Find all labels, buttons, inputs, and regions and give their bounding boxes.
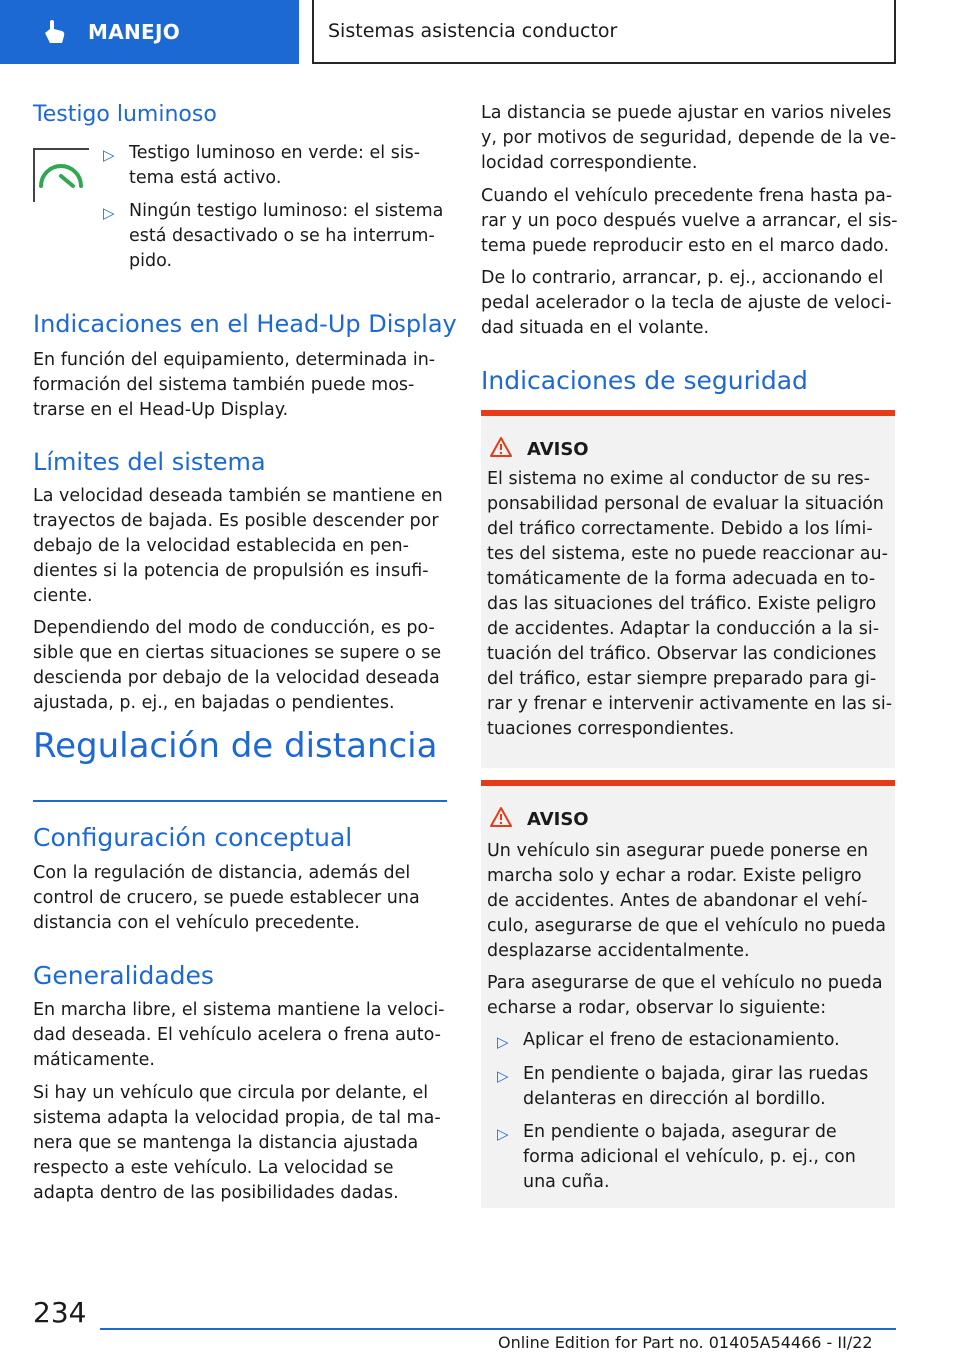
list-triangle-bullet-icon: ▷	[103, 146, 115, 164]
right-paragraph-1: La distancia se puede ajustar en varios niveles y, por motivos de seguridad, depende de la ve- locidad correspondiente.	[481, 103, 897, 173]
testigo-item-1: Testigo luminoso en verde: el sis- tema está activo.	[129, 143, 421, 188]
warning-header	[489, 806, 589, 832]
hud-paragraph: En función del equipamiento, determinada in- formación del sistema también puede mos- trarse en el Head-Up Display.	[33, 350, 436, 420]
testigo-heading: Testigo luminoso	[33, 102, 217, 127]
warning-2-item-3: En pendiente o bajada, asegurar de forma adicional el vehículo, p. ej., con una cuña.	[523, 1122, 856, 1192]
list-triangle-bullet-icon: ▷	[497, 1033, 509, 1051]
warning-triangle-icon	[489, 806, 513, 832]
header-section-label: MANEJO	[88, 20, 181, 44]
page-number: 234	[33, 1296, 87, 1329]
footer-edition: Online Edition for Part no. 01405A54466 - II/22	[498, 1333, 873, 1352]
hud-heading: Indicaciones en el Head-Up Display	[33, 310, 457, 338]
warning-triangle-icon	[489, 436, 513, 462]
testigo-item-2: Ningún testigo luminoso: el sistema está desactivado o se ha interrum- pido.	[129, 201, 444, 271]
list-triangle-bullet-icon: ▷	[103, 204, 115, 222]
concept-paragraph: Con la regulación de distancia, además del control de crucero, se puede establecer una distancia con el vehículo precedente.	[33, 863, 420, 933]
right-paragraph-2: Cuando el vehículo precedente frena hasta pa- rar y un poco después vuelve a arrancar, el sis- tema puede reproducir esto en el marco dado.	[481, 186, 898, 256]
list-triangle-bullet-icon: ▷	[497, 1067, 509, 1085]
header-section-tab	[0, 0, 299, 64]
limits-paragraph-1: La velocidad deseada también se mantiene en trayectos de bajada. Es posible descender por debajo de la velocidad establecida en pen- dientes si la potencia de propulsión es insufi- ciente.	[33, 486, 443, 606]
limits-heading: Límites del sistema	[33, 448, 266, 476]
limits-paragraph-2: Dependiendo del modo de conducción, es po- sible que en ciertas situaciones se supere o se descienda por debajo de la velocidad deseada ajustada, p. ej., en bajadas o pendientes.	[33, 618, 442, 713]
chapter-rule	[33, 800, 447, 802]
header-chapter-label: Sistemas asistencia conductor	[328, 20, 618, 42]
warning-2-item-1: Aplicar el freno de estacionamiento.	[523, 1030, 840, 1050]
steering-hand-icon	[38, 17, 68, 47]
warning-title: AVISO	[527, 438, 589, 460]
warning-2-item-2: En pendiente o bajada, girar las ruedas delanteras en dirección al bordillo.	[523, 1064, 869, 1109]
warning-header	[489, 436, 589, 462]
list-triangle-bullet-icon: ▷	[497, 1125, 509, 1143]
speedometer-indicator-icon	[33, 148, 89, 202]
chapter-heading: Regulación de distancia	[33, 726, 438, 766]
warning-title: AVISO	[527, 808, 589, 830]
warning-2-paragraph-1: Un vehículo sin asegurar puede ponerse en marcha solo y echar a rodar. Existe peligro de accidentes. Antes de abandonar el vehí- culo, asegurarse de que el vehículo no pueda desplazarse accidentalmente.	[487, 841, 887, 961]
warning-box-1	[481, 416, 895, 768]
header-chapter-tab	[312, 0, 896, 64]
right-paragraph-3: De lo contrario, arrancar, p. ej., accionando el pedal acelerador o la tecla de ajuste de veloci- dad situada en el volante.	[481, 268, 892, 338]
general-paragraph-1: En marcha libre, el sistema mantiene la veloci- dad deseada. El vehículo acelera o frena auto- máticamente.	[33, 1000, 445, 1070]
warning-1-text: El sistema no exime al conductor de su res- ponsabilidad personal de evaluar la situación del tráfico correctamente. Debido a los lími- tes del sistema, este no puede reaccionar au- tomáticamente de la forma adecuada en to- das las situaciones del tráfico. Existe peligro de accidentes. Adaptar la conducción a la si- tuación del tráfico. Observar las condiciones del tráfico, estar siempre preparado para gi- rar y frenar e intervenir activamente en las si- tuaciones correspondientes.	[487, 469, 893, 739]
warning-2-paragraph-2: Para asegurarse de que el vehículo no pueda echarse a rodar, observar lo siguiente:	[487, 973, 883, 1018]
footer-rule	[100, 1328, 896, 1330]
safety-heading: Indicaciones de seguridad	[481, 366, 808, 395]
general-paragraph-2: Si hay un vehículo que circula por delante, el sistema adapta la velocidad propia, de tal ma- nera que se mantenga la distancia ajustada respecto a este vehículo. La velocidad se adapta dentro de las posibilidades dadas.	[33, 1083, 441, 1203]
general-heading: Generalidades	[33, 961, 214, 990]
warning-box-2	[481, 786, 895, 1208]
concept-heading: Configuración conceptual	[33, 823, 353, 852]
